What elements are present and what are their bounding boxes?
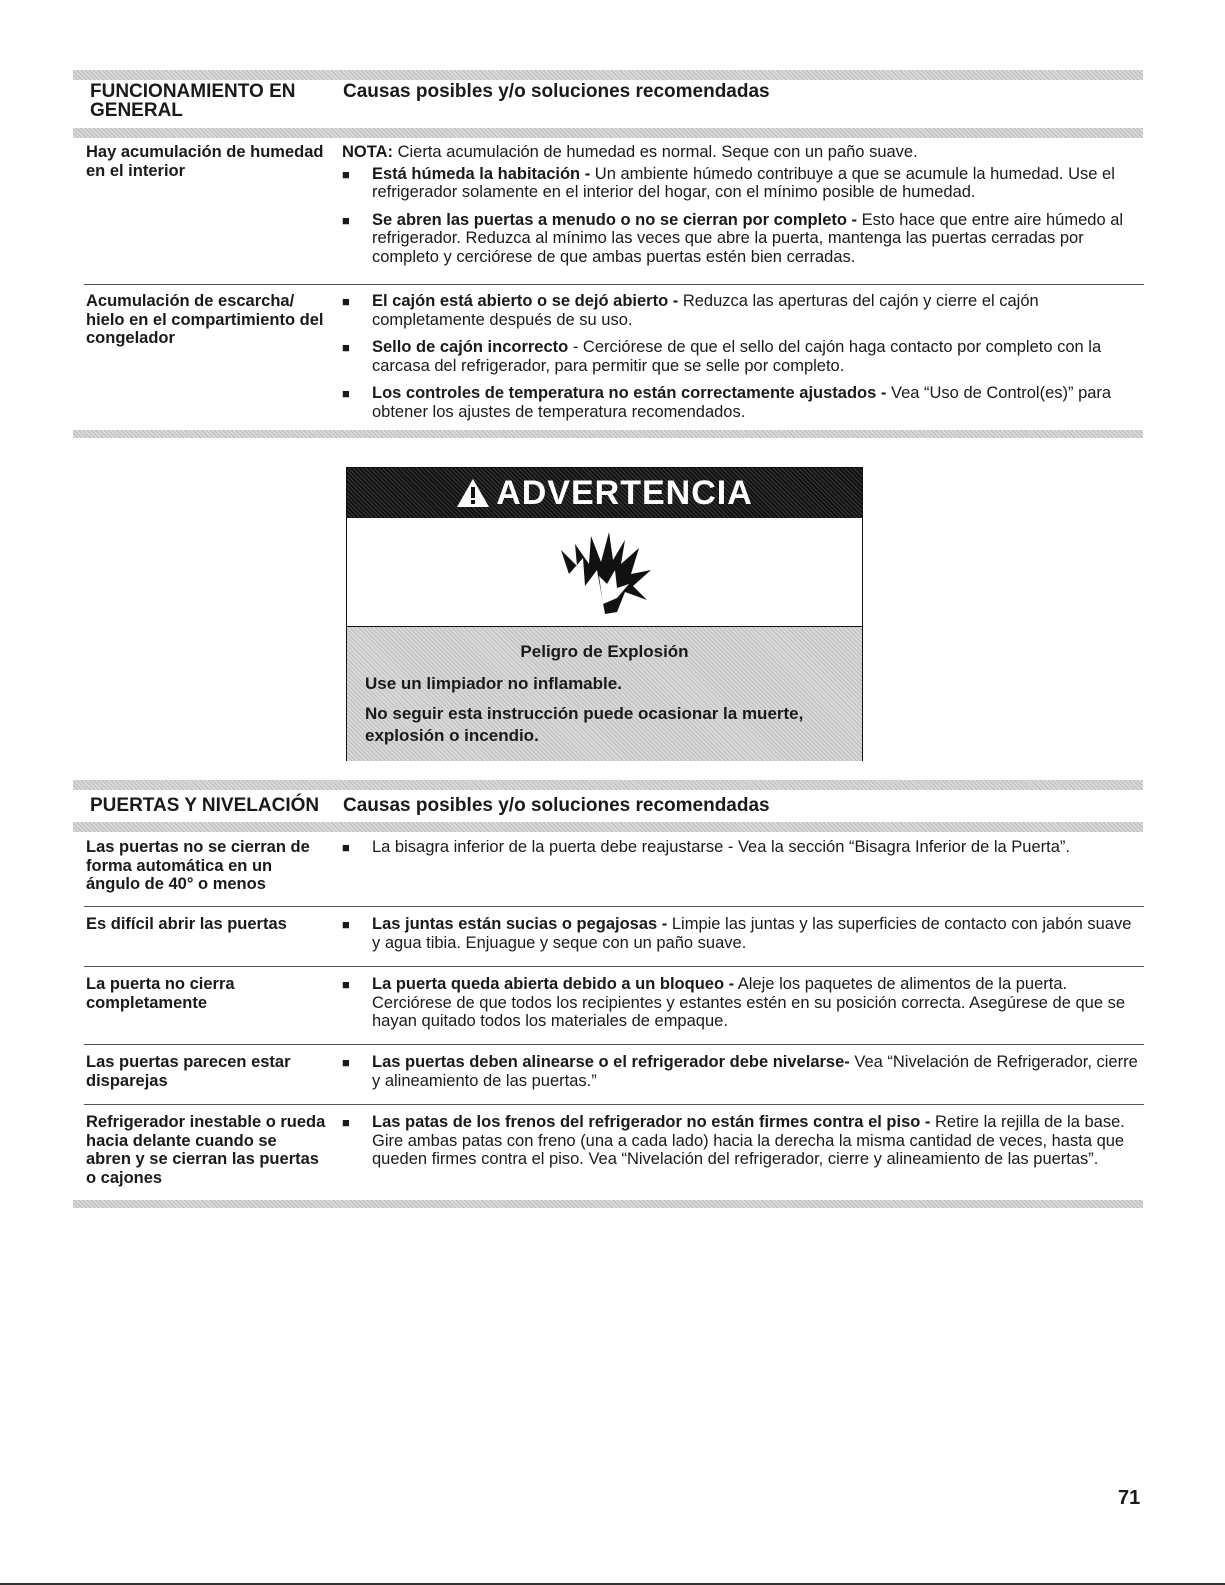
- item-bold: Las patas de los frenos del refrigerador no están firmes contra el piso -: [372, 1113, 931, 1131]
- table-row: [84, 143, 1144, 283]
- warning-box: [346, 467, 863, 761]
- square-bullet-icon: ■: [342, 386, 350, 401]
- table-row: [84, 1113, 1144, 1187]
- item-text: Un ambiente húmedo contribuye a que se acumule la humedad. Use el refrigerador solamente en el interior del hogar, con el mínimo posible de humedad.: [372, 164, 1115, 201]
- warning-header: [347, 468, 862, 518]
- item-text: - Cerciórese de que el sello del cajón haga contacto por completo con la carcasa del refrigerador, para permitir que se selle por completo.: [372, 338, 1102, 375]
- note: [342, 143, 1144, 162]
- solution-cell: [326, 838, 1144, 894]
- item-bold: La puerta queda abierta debido a un bloqueo -: [372, 975, 735, 993]
- list-item: [342, 1113, 1144, 1169]
- item-text: Reduzca las aperturas del cajón y cierre el cajón completamente después de su uso.: [372, 292, 1039, 329]
- section2-end-band: [73, 1200, 1143, 1208]
- item-text: La bisagra inferior de la puerta debe reajustarse - Vea la sección “Bisagra Inferior de la Puerta”.: [372, 838, 1070, 856]
- square-bullet-icon: ■: [342, 977, 350, 992]
- section2-row-5: [84, 1113, 1144, 1187]
- list-item: [342, 384, 1144, 421]
- section2-row-1: [84, 838, 1144, 894]
- row-divider: [84, 1044, 1144, 1045]
- section1-top-band: [73, 70, 1143, 80]
- solution-cell: [326, 975, 1144, 1040]
- square-bullet-icon: ■: [342, 1115, 350, 1130]
- table-row: [84, 292, 1144, 430]
- item-text: Vea “Nivelación de Refrigerador, cierre y alineamiento de las puertas.”: [372, 1053, 1138, 1090]
- problem-label: Hay acumulación de humedad en el interior: [86, 143, 324, 180]
- section2-row-3: [84, 975, 1144, 1040]
- problem-label: Las puertas parecen estar disparejas: [86, 1053, 291, 1090]
- page-number: 71: [1118, 1487, 1141, 1509]
- list-item: [342, 165, 1144, 202]
- list-item: [342, 1053, 1144, 1090]
- square-bullet-icon: ■: [342, 212, 350, 228]
- section2-header: [90, 796, 1140, 815]
- square-bullet-icon: ■: [342, 294, 350, 309]
- row-divider: [84, 966, 1144, 967]
- table-row: [84, 838, 1144, 894]
- section2-title: PUERTAS Y NIVELACIÓN: [90, 795, 320, 816]
- section1-causes-heading: Causas posibles y/o soluciones recomendadas: [343, 81, 770, 102]
- solution-cell: [326, 143, 1144, 283]
- section2-top-band: [73, 780, 1143, 790]
- item-bold: Las puertas deben alinearse o el refrigerador debe nivelarse-: [372, 1053, 850, 1071]
- warning-body: [347, 627, 862, 761]
- row-divider: [84, 906, 1144, 907]
- problem-label: Refrigerador inestable o rueda hacia delante cuando se abren y se cierran las puertas o cajones: [86, 1113, 326, 1187]
- item-text: Retire la rejilla de la base. Gire ambas patas con freno (una a cada lado) hacia la derecha la misma cantidad de veces, hasta que queden firmes contra el piso. Vea “Nivelación del refrigerador, cierre y alineamiento de las puertas”.: [372, 1113, 1125, 1168]
- table-row: [84, 915, 1144, 961]
- table-row: [84, 975, 1144, 1040]
- problem-label: Las puertas no se cierran de forma automática en un ángulo de 40° o menos: [86, 838, 310, 893]
- row-divider: [84, 1104, 1144, 1105]
- item-bold: Está húmeda la habitación -: [372, 164, 591, 183]
- square-bullet-icon: ■: [342, 840, 350, 855]
- square-bullet-icon: ■: [342, 166, 350, 182]
- solution-cell: [326, 292, 1144, 430]
- row-divider: [84, 284, 1144, 285]
- warning-line-2: No seguir esta instrucción puede ocasionar la muerte, explosión o incendio.: [365, 704, 804, 745]
- note-label: NOTA:: [342, 143, 394, 161]
- section1-table-2: [84, 292, 1144, 430]
- square-bullet-icon: ■: [342, 1055, 350, 1070]
- pictogram-area: [347, 518, 862, 627]
- item-bold: Las juntas están sucias o pegajosas -: [372, 915, 668, 933]
- table-row: [84, 1053, 1144, 1099]
- solution-cell: [326, 1053, 1144, 1099]
- solution-cell: [326, 915, 1144, 961]
- section1-title: FUNCIONAMIENTO EN GENERAL: [90, 81, 296, 121]
- square-bullet-icon: ■: [342, 340, 350, 355]
- list-item: [342, 915, 1144, 952]
- note-text: Cierta acumulación de humedad es normal. Seque con un paño suave.: [393, 143, 918, 161]
- list-item: [342, 838, 1144, 857]
- problem-label: Es difícil abrir las puertas: [86, 915, 287, 933]
- item-bold: Se abren las puertas a menudo o no se cierran por completo -: [372, 210, 858, 229]
- problem-label: Acumulación de escarcha/ hielo en el compartimiento del congelador: [86, 292, 324, 347]
- item-bold: El cajón está abierto o se dejó abierto -: [372, 292, 679, 310]
- item-text: Limpie las juntas y las superficies de contacto con jabón suave y agua tibia. Enjuague y seque con un paño suave.: [372, 915, 1132, 952]
- hazard-title: Peligro de Explosión: [520, 642, 689, 661]
- item-bold: Los controles de temperatura no están correctamente ajustados -: [372, 384, 887, 402]
- section2-bottom-band: [73, 822, 1143, 832]
- section1-end-band: [73, 430, 1143, 438]
- square-bullet-icon: ■: [342, 917, 350, 932]
- section1-bottom-band: [73, 128, 1143, 138]
- warning-title: ADVERTENCIA: [496, 473, 753, 512]
- list-item: [342, 338, 1144, 375]
- section2-causes-heading: Causas posibles y/o soluciones recomendadas: [343, 795, 770, 816]
- list-item: [342, 975, 1144, 1031]
- section1-header: [90, 82, 1140, 120]
- section2-row-4: [84, 1053, 1144, 1099]
- list-item: [342, 292, 1144, 329]
- warning-triangle-icon: [456, 478, 490, 508]
- item-text: Esto hace que entre aire húmedo al refrigerador. Reduzca al mínimo las veces que abre la puerta, mantenga las puertas cerradas por completo y cerciórese de que ambas puertas estén bien cerradas.: [372, 210, 1124, 266]
- list-item: [342, 211, 1144, 267]
- warning-line-1: Use un limpiador no inflamable.: [365, 674, 622, 693]
- section2-row-2: [84, 915, 1144, 961]
- solution-cell: [326, 1113, 1144, 1187]
- section1-table: [84, 143, 1144, 283]
- item-text: Aleje los paquetes de alimentos de la puerta. Cerciórese de que todos los recipientes y estantes estén en su posición correcta. Asegúrese de que se hayan quitado todos los materiales de empaque.: [372, 975, 1126, 1030]
- problem-label: La puerta no cierra completamente: [86, 975, 235, 1012]
- item-bold: Sello de cajón incorrecto: [372, 338, 569, 356]
- explosion-icon: [555, 530, 655, 614]
- item-text: Vea “Uso de Control(es)” para obtener los ajustes de temperatura recomendados.: [372, 384, 1112, 421]
